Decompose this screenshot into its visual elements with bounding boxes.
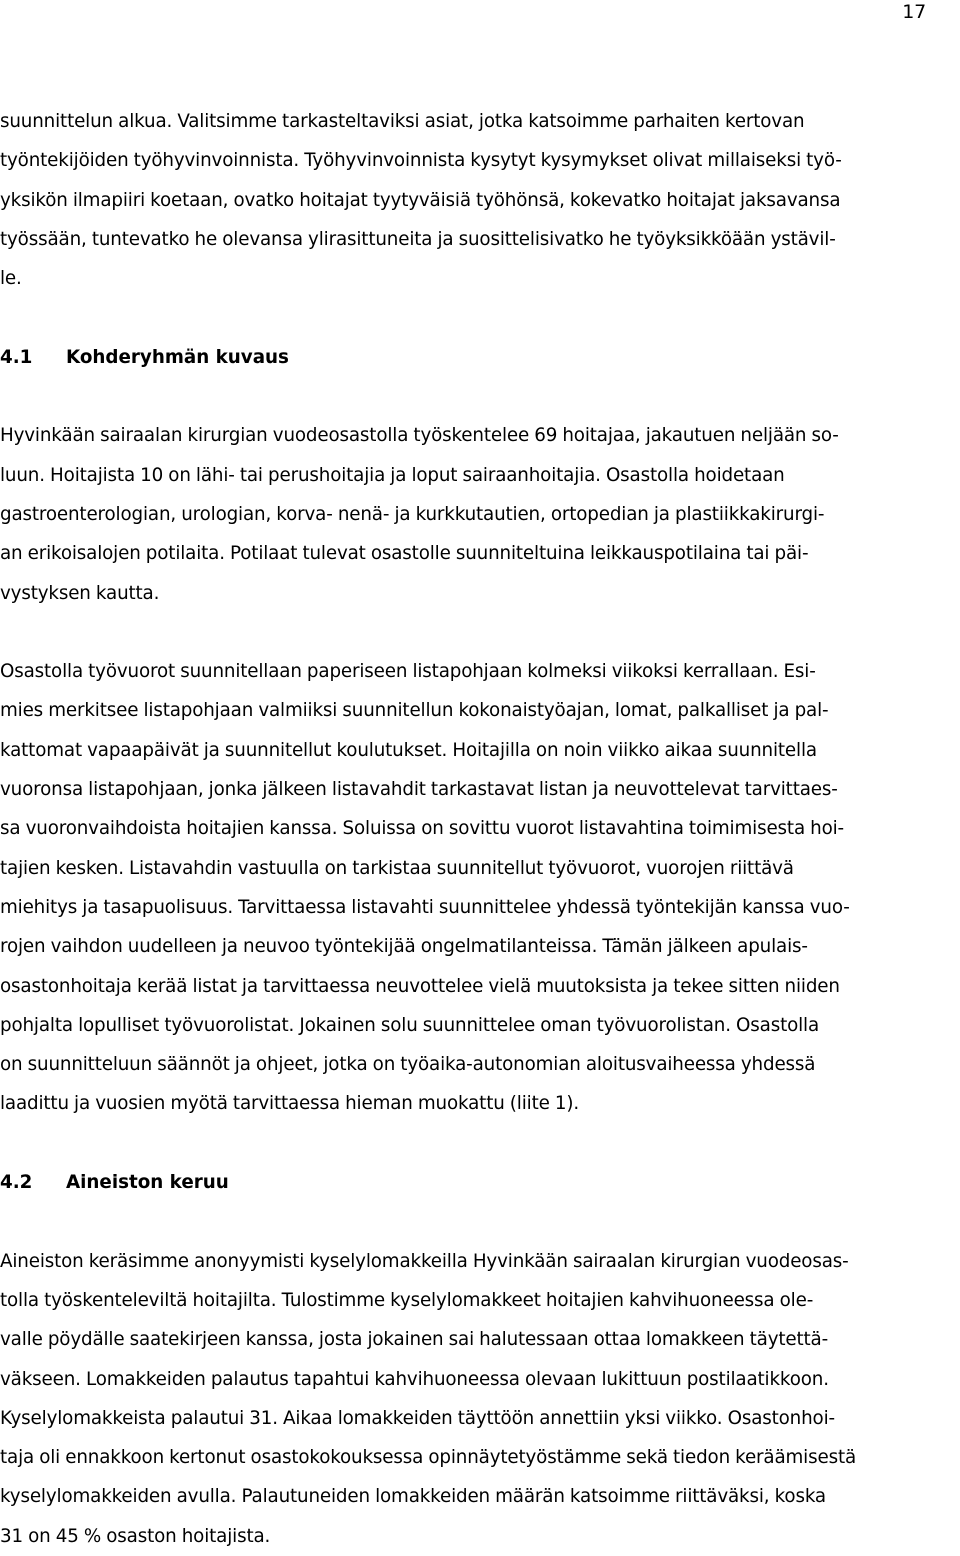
text-line: Kyselylomakkeista palautui 31. Aikaa lomakkeiden täyttöön annettiin yksi viikko. Osastonhoi- bbox=[0, 1407, 835, 1429]
text-line: työntekijöiden työhyvinvoinnista. Työhyvinvoinnista kysytyt kysymykset olivat millaiseksi työ- bbox=[0, 150, 842, 172]
page-number: 17 bbox=[902, 1, 926, 23]
text-line: pohjalta lopulliset työvuorolistat. Jokainen solu suunnittelee oman työvuorolistan. Osastolla bbox=[0, 1014, 820, 1036]
text-line: an erikoisalojen potilaita. Potilaat tulevat osastolle suunniteltuina leikkauspotilaina tai päi- bbox=[0, 543, 809, 565]
text-line: tolla työskenteleviltä hoitajilta. Tulostimme kyselylomakkeet hoitajien kahvihuoneessa ole- bbox=[0, 1289, 814, 1311]
text-line: kattomat vapaapäivät ja suunnitellut koulutukset. Hoitajilla on noin viikko aikaa suunnitella bbox=[0, 739, 817, 761]
paragraph-data-collection bbox=[0, 1242, 958, 1556]
text-line: kyselylomakkeiden avulla. Palautuneiden lomakkeiden määrän katsoimme riittäväksi, koska bbox=[0, 1486, 826, 1508]
text-line: tajien kesken. Listavahdin vastuulla on tarkistaa suunnitellut työvuorot, vuorojen riittävä bbox=[0, 857, 794, 879]
section-heading-4-1 bbox=[0, 338, 958, 377]
paragraph-shift-planning bbox=[0, 652, 958, 1124]
section-number: 4.1 bbox=[0, 346, 33, 368]
text-line: laadittu ja vuosien myötä tarvittaessa hieman muokattu (liite 1). bbox=[0, 1093, 579, 1115]
section-title: Kohderyhmän kuvaus bbox=[66, 346, 289, 368]
text-line: on suunnitteluun säännöt ja ohjeet, jotka on työaika-autonomian aloitusvaiheessa yhdessä bbox=[0, 1054, 816, 1076]
text-line: väkseen. Lomakkeiden palautus tapahtui kahvihuoneessa olevaan lukittuun postilaatikkoon. bbox=[0, 1368, 829, 1390]
text-line: le. bbox=[0, 268, 22, 290]
text-line: vystyksen kautta. bbox=[0, 582, 160, 604]
text-line: valle pöydälle saatekirjeen kanssa, josta jokainen sai halutessaan ottaa lomakkeen täytettä- bbox=[0, 1329, 829, 1351]
text-line: Aineiston keräsimme anonyymisti kyselylomakkeilla Hyvinkään sairaalan kirurgian vuodeosas- bbox=[0, 1250, 849, 1272]
text-line: sa vuoronvaihdoista hoitajien kanssa. Soluissa on sovittu vuorot listavahtina toimimisesta hoi- bbox=[0, 818, 845, 840]
section-heading-4-2 bbox=[0, 1163, 958, 1202]
paragraph-target-group bbox=[0, 416, 958, 612]
text-line: taja oli ennakkoon kertonut osastokokouksessa opinnäytetyöstämme sekä tiedon keräämisestä bbox=[0, 1447, 857, 1469]
text-line: suunnittelun alkua. Valitsimme tarkasteltaviksi asiat, jotka katsoimme parhaiten kertovan bbox=[0, 111, 805, 132]
text-line: mies merkitsee listapohjaan valmiiksi suunnitellun kokonaistyöajan, lomat, palkalliset ja pal- bbox=[0, 700, 829, 722]
text-line: 31 on 45 % osaston hoitajista. bbox=[0, 1525, 271, 1547]
paragraph-intro-continuation bbox=[0, 102, 958, 298]
text-line: vuoronsa listapohjaan, jonka jälkeen listavahdit tarkastavat listan ja neuvottelevat tarvittaes- bbox=[0, 779, 838, 801]
text-line: työssään, tuntevatko he olevansa ylirasittuneita ja suosittelisivatko he työyksikköään ystävil- bbox=[0, 228, 836, 250]
text-line: gastroenterologian, urologian, korva- nenä- ja kurkkutautien, ortopedian ja plastiikkakirurgi- bbox=[0, 503, 825, 525]
text-line: yksikön ilmapiiri koetaan, ovatko hoitajat tyytyväisiä työhönsä, kokevatko hoitajat jaksavansa bbox=[0, 189, 841, 211]
text-line: Osastolla työvuorot suunnitellaan paperiseen listapohjaan kolmeksi viikoksi kerrallaan. Esi- bbox=[0, 661, 816, 683]
text-line: Hyvinkään sairaalan kirurgian vuodeosastolla työskentelee 69 hoitajaa, jakautuen neljään so- bbox=[0, 425, 839, 447]
text-line: rojen vaihdon uudelleen ja neuvoo työntekijää ongelmatilanteissa. Tämän jälkeen apulais- bbox=[0, 936, 808, 958]
section-number: 4.2 bbox=[0, 1172, 33, 1194]
text-line: luun. Hoitajista 10 on lähi- tai perushoitajia ja loput sairaanhoitajia. Osastolla hoidetaan bbox=[0, 464, 785, 486]
text-line: miehitys ja tasapuolisuus. Tarvittaessa listavahti suunnittelee yhdessä työntekijän kanssa vuo- bbox=[0, 896, 850, 918]
text-line: osastonhoitaja kerää listat ja tarvittaessa neuvottelee vielä muutoksista ja tekee sitten niiden bbox=[0, 975, 840, 997]
section-title: Aineiston keruu bbox=[66, 1172, 229, 1194]
document-body bbox=[0, 102, 958, 1556]
